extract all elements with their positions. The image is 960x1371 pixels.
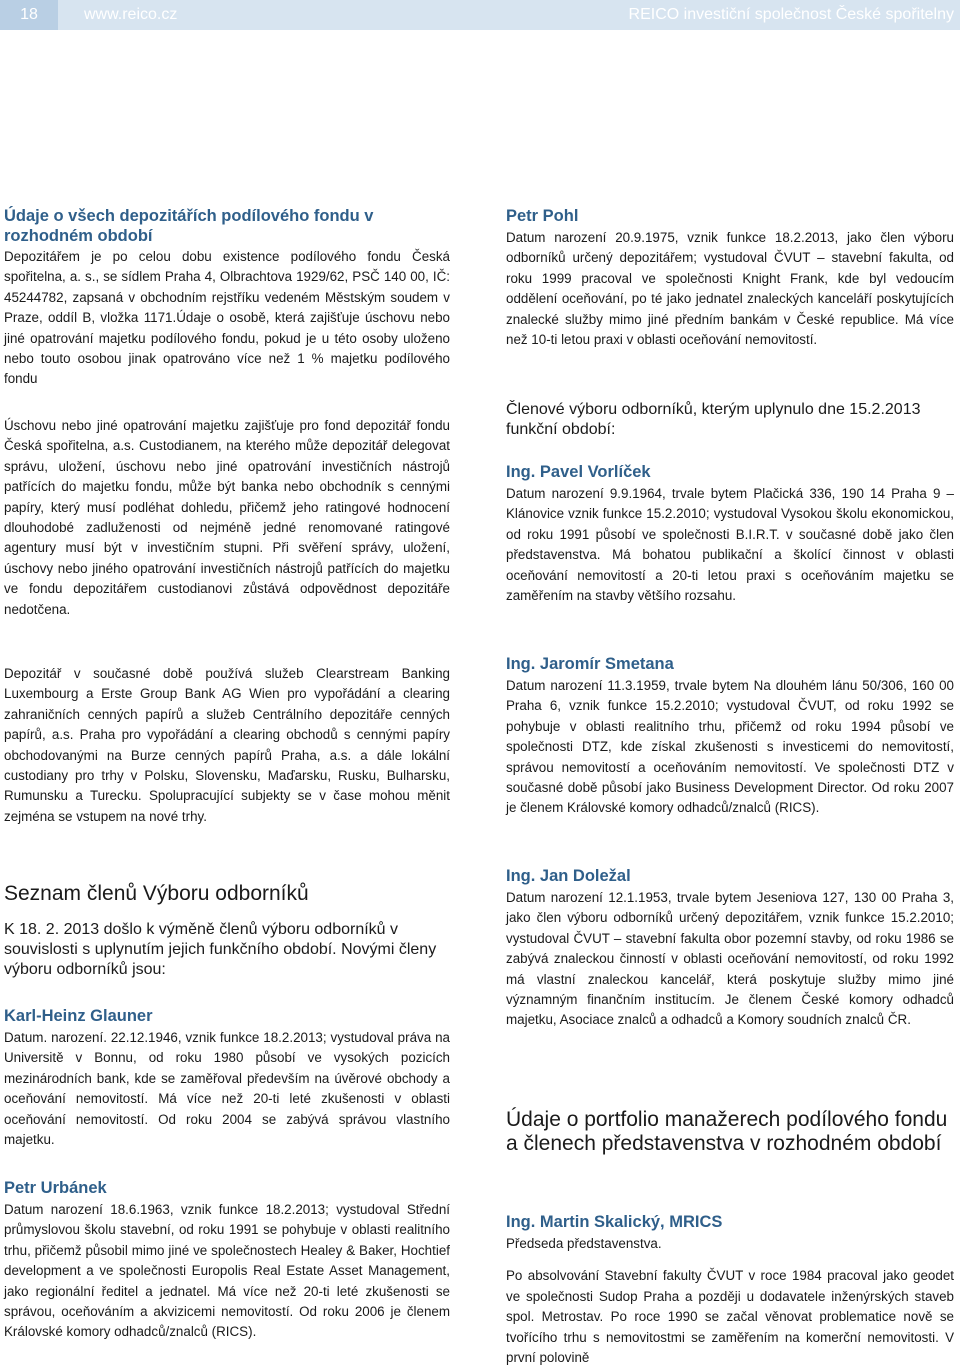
portfolio-section — [506, 1108, 954, 1156]
site-url-link[interactable]: www.reico.cz — [84, 6, 178, 23]
member-vorlicek — [506, 462, 954, 606]
member-name: Ing. Martin Skalický, MRICS — [506, 1213, 723, 1231]
depositary-section — [4, 206, 450, 390]
member-glauner — [4, 1006, 450, 1150]
member-name: Ing. Jaromír Smetana — [506, 655, 674, 673]
clearing-paragraph: Depozitář v současné době používá služeb Clearstream Banking Luxembourg a Erste Group Bank AG Wien pro vypořádání a clearing zahraničních cenných papírů a služeb Centrálního depozitáře cenných papírů, a.s. Praha pro vypořádání a clearing obchodů s cennými papíry obchodovanými na Burze cenných papírů Praha, a.s. a dále lokální custodiany pro trhy v Polsku, Slovensku, Maďarsku, Rusku, Bulharsku, Rumunsku a Turecku. Spolupracující subjekty se v čase mohou měnit zejména se vstupem na nové trhy. — [4, 666, 450, 824]
depositary-heading: Údaje o všech depozitářích podílového fondu v rozhodném období — [4, 207, 374, 245]
custody-paragraph: Úschovu nebo jiné opatrování majetku zajišťuje pro fond depozitář fondu Česká spořitelna, a.s. Custodianem, na kterého může depozitář delegovat správu, uložení, úschovu nebo jiné opatrování investičních nástrojů patřících do majetku fondu, může být banka nebo obchodník s cennými papíry, který musí podléhat dohledu, přičemž jeho ratingové hodnocení dlouhodobé zadluženosti od nejméně jedné renomované ratingové agentury musí být v investičním stupni. Při svěření správy, uložení, úschovy nebo jiného opatrování investičních nástrojů patřících do majetku ve fondu depozitářem custodianovi zůstává odpovědnost depozitáře nedotčena. — [4, 418, 450, 617]
member-bio: Datum narození 20.9.1975, vznik funkce 18.2.2013, jako člen výboru odborníků určený depozitářem; vystudoval ČVUT – stavební fakulta, od roku 1999 pracoval ve společnosti Knight Frank, kde byl vedoucím oddělení oceňování, po té jako jednatel znaleckých kanceláří poskytujících znalecké služby mimo jiné předním bankám v České republice. Má více než 10-ti letou praxi v oblasti oceňování nemovitostí. — [506, 230, 954, 348]
portfolio-title: Údaje o portfolio manažerech podílového fondu a členech představenstva v rozhodném období — [506, 1108, 948, 1155]
member-role: Předseda představenstva. — [506, 1236, 662, 1251]
header-title: REICO investiční společnost České spořitelny — [628, 6, 954, 23]
member-bio: Po absolvování Stavební fakulty ČVUT v roce 1984 pracoval jako geodet ve společnosti Sudop Praha a později u dodavatele inženýrských staveb spol. Metrostav. Po roce 1990 se začal věnovat problematice nově se tvořícího trhu s nemovitostmi se zaměřením na komerční nemovitosti. V první polovině — [506, 1268, 954, 1366]
member-bio: Datum narození 9.9.1964, trvale bytem Plačická 336, 190 14 Praha 9 – Klánovice vznik funkce 15.2.2010; vystudoval Vysokou školu ekonomickou, od roku 1991 působí ve společnosti B.I.R.T. v současné době jako člen představenstva. Má bohatou publikační a školící činnost v oblasti oceňování nemovitostí a 20-ti letou praxi s oceňováním majetku se zaměřením na stavby většího rozsahu. — [506, 486, 954, 604]
clearing-section — [4, 664, 450, 827]
former-members-heading: Členové výboru odborníků, kterým uplynulo dne 15.2.2013 funkční období: — [506, 401, 921, 438]
member-name: Ing. Pavel Vorlíček — [506, 463, 651, 481]
depositary-paragraph: Depozitářem je po celou dobu existence podílového fondu Česká spořitelna, a. s., se sídlem Praha 4, Olbrachtova 1929/62, PSČ 140 00, IČ: 45244782, zapsaná v obchodním rejstříku vedeném Městským soudem v Praze, oddíl B, vložka 1171.Údaje o osobě, která zajišťuje úschovu nebo jiné opatrování majetku podílového fondu, pokud je u této osoby uloženo nebo touto osobou jinak opatrováno více než 1 % majetku podílového fondu — [4, 249, 450, 387]
member-pohl — [506, 206, 954, 350]
member-bio: Datum narození 12.1.1953, trvale bytem Jeseniova 127, 130 00 Praha 3, jako člen výboru odborníků určený depozitářem, vznik funkce 15.2.2010; vystudoval ČVUT – stavební fakulta obor pozemní stavby, od roku 1986 se zabývá znaleckou činností v oblasti oceňování nemovitostí, od roku 1992 má vlastní znaleckou kancelář, která poskytuje služby mimo jiné významným finančním institucím. Je členem České komory odhadců majetku, Asociace znalců a odhadců a Komory soudních znalců ČR. — [506, 890, 954, 1028]
member-bio: Datum narození 18.6.1963, vznik funkce 18.2.2013; vystudoval Střední průmyslovou školu stavební, od roku 1991 se pohybuje v oblasti realitního trhu, přičemž působil mimo jiné ve společnostech Healey & Baker, Hochtief development a ve společnosti Europolis Real Estate Asset Management, jako regionální ředitel a jednatel. Má více než 20-ti leté zkušenosti se správou, oceňováním a akvizicemi nemovitostí. Od roku 2006 je členem Královské komory odhadců/znalců (RICS). — [4, 1202, 450, 1340]
member-dolezal — [506, 866, 954, 1031]
page-number: 18 — [0, 0, 58, 30]
member-bio: Datum narození 11.3.1959, trvale bytem Na dlouhém lánu 50/306, 160 00 Praha 6, vznik funkce 15.2.2010; vystudoval ČVUT, od roku 1992 se pohybuje v oblasti realitního trhu, přičemž od roku 1994 působí ve společnosti DTZ, kde získal zkušenosti s investicemi do nemovitostí, správou nemovitostí a oceňováním nemovitostí. Ve společnosti DTZ v současné době působí jako Business Development Director. Od roku 2007 je členem Královské komory odhadců/znalců (RICS). — [506, 678, 954, 816]
page-header — [0, 0, 960, 30]
former-members-title — [506, 400, 954, 440]
member-bio: Datum. narození. 22.12.1946, vznik funkce 18.2.2013; vystudoval práva na Universitě v Bonnu, od roku 1980 působí ve vysokých pozicích mezinárodních bank, kde se zaměřoval především na úvěrové obchody a oceňování nemovitostí. Má více než 20-ti leté zkušenosti v oblasti oceňování nemovitostí. Od roku 2004 se zabývá správou vlastního majetku. — [4, 1030, 450, 1148]
experts-lead: K 18. 2. 2013 došlo k výměně členů výboru odborníků v souvislosti s uplynutím jejich funkčního období. Novými členy výboru odborníků jsou: — [4, 921, 437, 978]
member-skalicky — [506, 1212, 954, 1368]
member-name: Petr Pohl — [506, 207, 579, 225]
member-name: Karl-Heinz Glauner — [4, 1007, 153, 1025]
member-name: Petr Urbánek — [4, 1179, 107, 1197]
member-smetana — [506, 654, 954, 819]
member-urbanek — [4, 1178, 450, 1343]
custody-section — [4, 416, 450, 620]
experts-title: Seznam členů Výboru odborníků — [4, 882, 309, 905]
member-name: Ing. Jan Doležal — [506, 867, 631, 885]
experts-section — [4, 882, 450, 980]
